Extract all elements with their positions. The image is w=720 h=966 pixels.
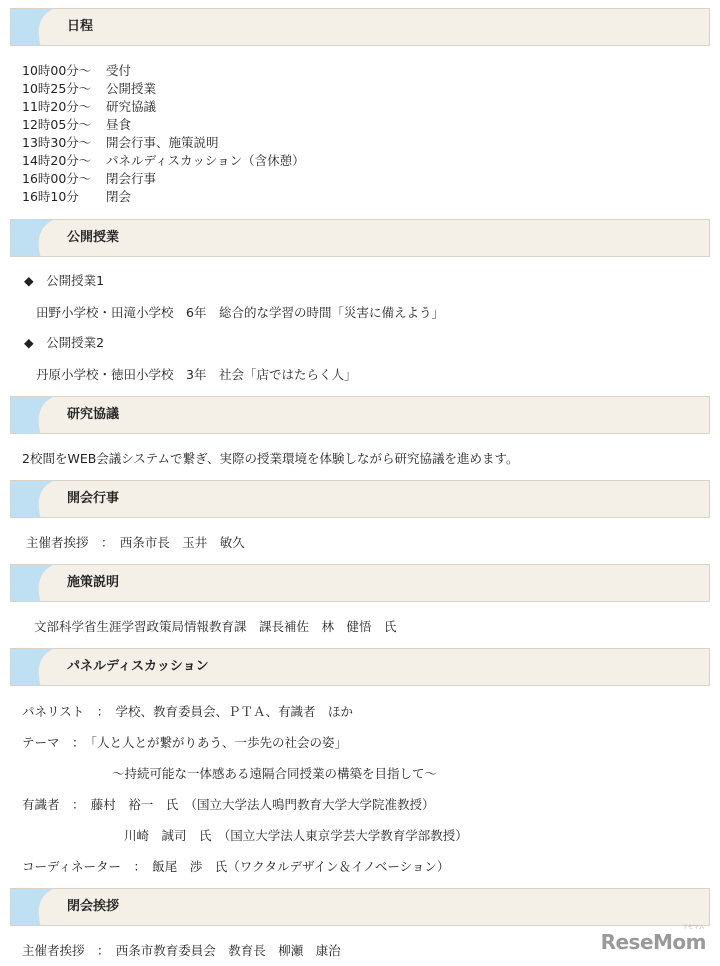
schedule-list	[22, 62, 422, 206]
opening-text: 主催者挨拶 ： 西条市長 玉井 敏久	[26, 535, 245, 550]
header-accent-icon	[11, 397, 71, 434]
header-accent-icon	[11, 889, 71, 926]
schedule-row	[22, 98, 422, 116]
header-accent-icon	[11, 9, 71, 46]
schedule-row	[22, 134, 422, 152]
schedule-event: 受付	[106, 63, 132, 78]
schedule-time: 14時20分～	[22, 153, 92, 168]
section-header-panel	[10, 648, 710, 686]
resemom-watermark-logo	[600, 924, 706, 954]
section-header-lesson	[10, 219, 710, 257]
section-header-opening	[10, 480, 710, 518]
closing-text: 主催者挨拶 ： 西条市教育委員会 教育長 柳瀬 康治	[22, 943, 341, 958]
coordinator-text: コーディネーター ： 飯尾 渉 氏（ワクタルデザイン＆イノベーション）	[22, 859, 450, 874]
schedule-row	[22, 188, 422, 206]
header-accent-icon	[11, 649, 71, 686]
subtheme-text: ～持続可能な一体感ある遠隔合同授業の構築を目指して～	[112, 766, 438, 781]
section-title: 開会行事	[67, 491, 120, 506]
section-title: 日程	[67, 19, 94, 34]
header-accent-icon	[11, 220, 71, 257]
schedule-time: 16時10分	[22, 189, 79, 204]
schedule-row	[22, 116, 422, 134]
theme-text: テーマ ： 「人と人とが繋がりあう、一歩先の社会の姿」	[22, 735, 348, 750]
schedule-row	[22, 152, 422, 170]
schedule-time: 10時00分～	[22, 63, 92, 78]
panelists-text: パネリスト ： 学校、教育委員会、ＰＴＡ、有識者 ほか	[22, 704, 354, 719]
section-title: 施策説明	[67, 575, 120, 590]
section-header-research	[10, 396, 710, 434]
schedule-time: 16時00分～	[22, 171, 92, 186]
schedule-event: 開会行事、施策説明	[106, 135, 219, 150]
section-title: 閉会挨拶	[67, 899, 120, 914]
schedule-time: 12時05分～	[22, 117, 92, 132]
lesson-2-detail: 丹原小学校・徳田小学校 3年 社会「店ではたらく人」	[36, 367, 357, 382]
schedule-row	[22, 62, 422, 80]
schedule-event: 閉会	[106, 189, 132, 204]
header-accent-icon	[11, 565, 71, 602]
schedule-event: 研究協議	[106, 99, 157, 114]
lesson-2-label: ◆ 公開授業2	[24, 335, 105, 350]
schedule-row	[22, 80, 422, 98]
header-accent-icon	[11, 481, 71, 518]
schedule-event: 閉会行事	[106, 171, 157, 186]
research-text: 2校間をWEB会議システムで繋ぎ、実際の授業環境を体験しながら研究協議を進めます。	[22, 451, 519, 466]
expert-1-text: 有識者 ： 藤村 裕一 氏 （国立大学法人鳴門教育大学大学院准教授）	[22, 797, 435, 812]
section-header-policy	[10, 564, 710, 602]
lesson-1-detail: 田野小学校・田滝小学校 6年 総合的な学習の時間「災害に備えよう」	[36, 305, 444, 320]
schedule-event: パネルディスカッション（含休憩）	[106, 153, 305, 168]
section-title: 研究協議	[67, 407, 120, 422]
section-title: パネルディスカッション	[67, 659, 209, 674]
schedule-time: 10時25分～	[22, 81, 92, 96]
policy-text: 文部科学省生涯学習政策局情報教育課 課長補佐 林 健悟 氏	[34, 619, 397, 634]
schedule-event: 昼食	[106, 117, 132, 132]
schedule-time: 13時30分～	[22, 135, 92, 150]
lesson-1-label: ◆ 公開授業1	[24, 273, 105, 288]
schedule-row	[22, 170, 422, 188]
schedule-event: 公開授業	[106, 81, 157, 96]
watermark-subtext: リセマム	[682, 924, 704, 931]
section-title: 公開授業	[67, 230, 120, 245]
schedule-time: 11時20分～	[22, 99, 92, 114]
expert-2-text: 川崎 誠司 氏 （国立大学法人東京学芸大学教育学部教授）	[124, 828, 468, 843]
section-header-closing	[10, 888, 710, 926]
watermark-text: ReseMom	[600, 930, 706, 954]
section-header-schedule	[10, 8, 710, 46]
